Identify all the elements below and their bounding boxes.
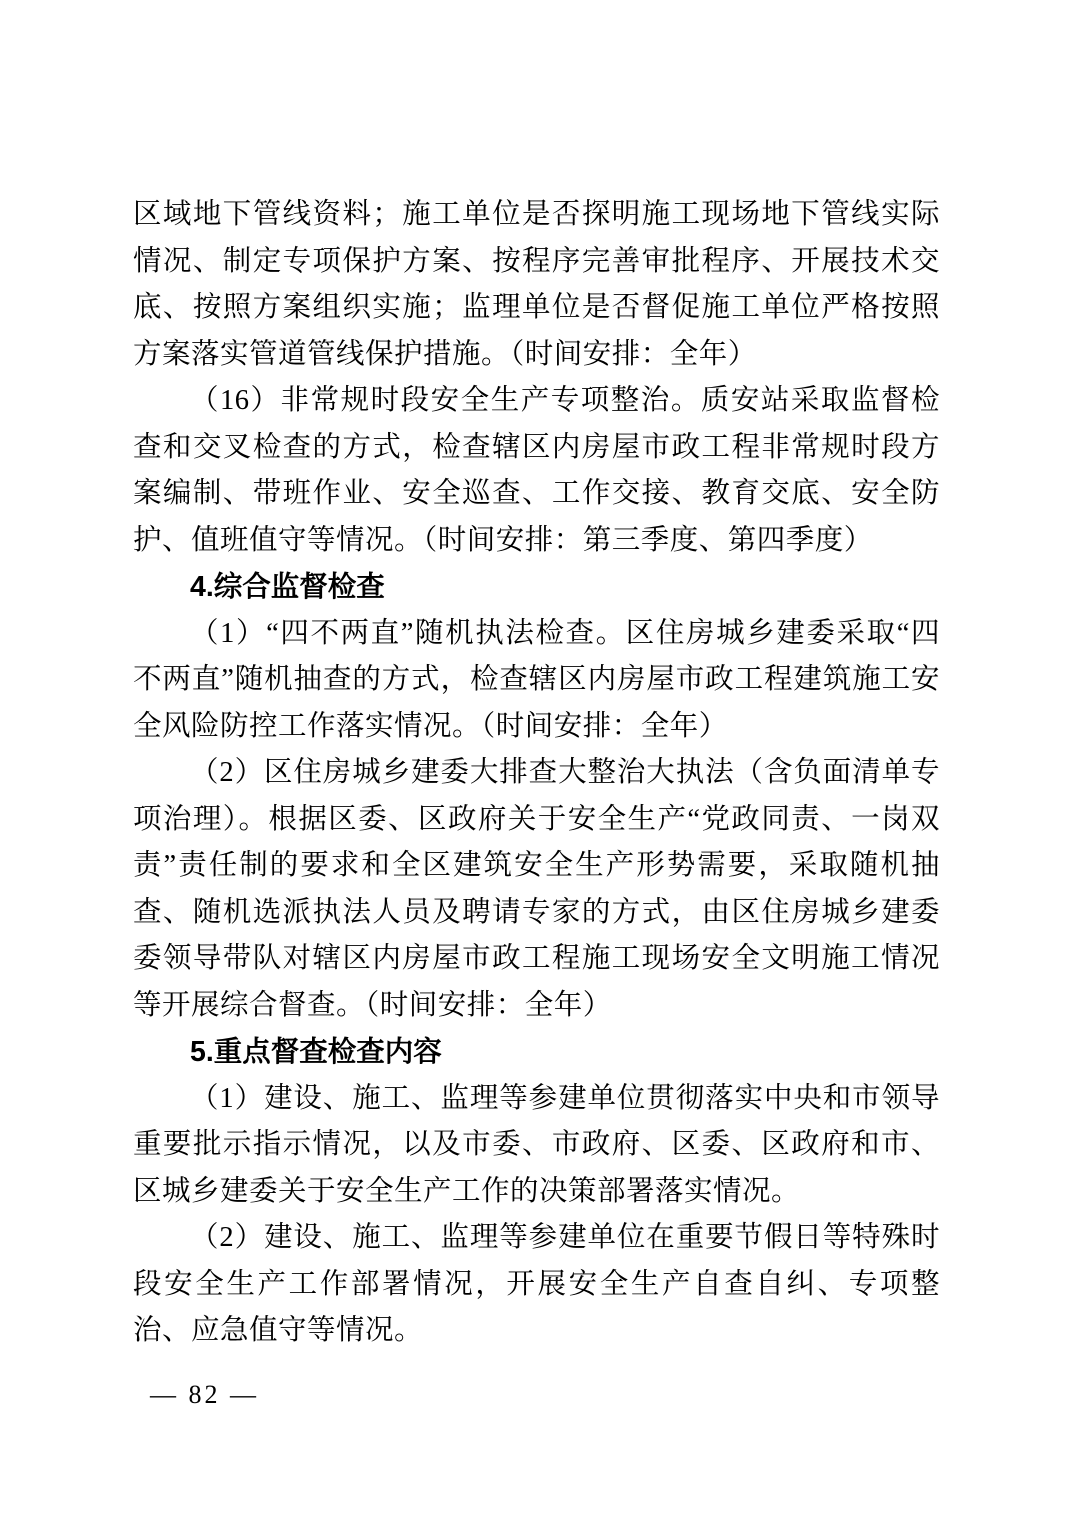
page-number: — 82 —	[150, 1380, 259, 1409]
paragraph-1-implementation-of-central-instructions: （1）建设、施工、监理等参建单位贯彻落实中央和市领导重要批示指示情况，以及市委、市政府、区委、区政府和市、区城乡建委关于安全生产工作的决策部署落实情况。	[133, 1082, 940, 1207]
paragraph-2-major-investigation-enforcement: （2）区住房城乡建委大排查大整治大执法（含负面清单专项治理）。根据区委、区政府关于安全生产“党政同责、一岗双责”责任制的要求和全区建筑安全生产形势需要，采取随机抽查、随机选派执法人员及聘请专家的方式，由区住房城乡建委委领导带队对辖区内房屋市政工程施工现场安全文明施工情况等开展综合督查。（时间安排：全年）	[133, 757, 940, 1021]
paragraph-2-holiday-period-safety-deployment: （2）建设、施工、监理等参建单位在重要节假日等特殊时段安全生产工作部署情况，开展安全生产自查自纠、专项整治、应急值守等情况。	[133, 1222, 940, 1346]
heading-4-comprehensive-supervision-inspection: 4.综合监督检查	[190, 571, 385, 603]
paragraph-pipeline-protection-continuation: 区域地下管线资料；施工单位是否探明施工现场地下管线实际情况、制定专项保护方案、按程序完善审批程序、开展技术交底、按照方案组织实施；监理单位是否督促施工单位严格按照方案落实管道管线保护措施。（时间安排：全年）	[133, 199, 940, 370]
paragraph-1-four-no-two-direct-inspection: （1）“四不两直”随机执法检查。区住房城乡建委采取“四不两直”随机抽查的方式，检查辖区内房屋市政工程建筑施工安全风险防控工作落实情况。（时间安排：全年）	[133, 617, 940, 742]
paragraph-16-non-routine-period-rectification: （16）非常规时段安全生产专项整治。质安站采取监督检查和交叉检查的方式，检查辖区内房屋市政工程非常规时段方案编制、带班作业、安全巡查、工作交接、教育交底、安全防护、值班值守等情况。（时间安排：第三季度、第四季度）	[133, 385, 940, 556]
heading-5-key-supervision-inspection-content: 5.重点督查检查内容	[190, 1036, 442, 1068]
